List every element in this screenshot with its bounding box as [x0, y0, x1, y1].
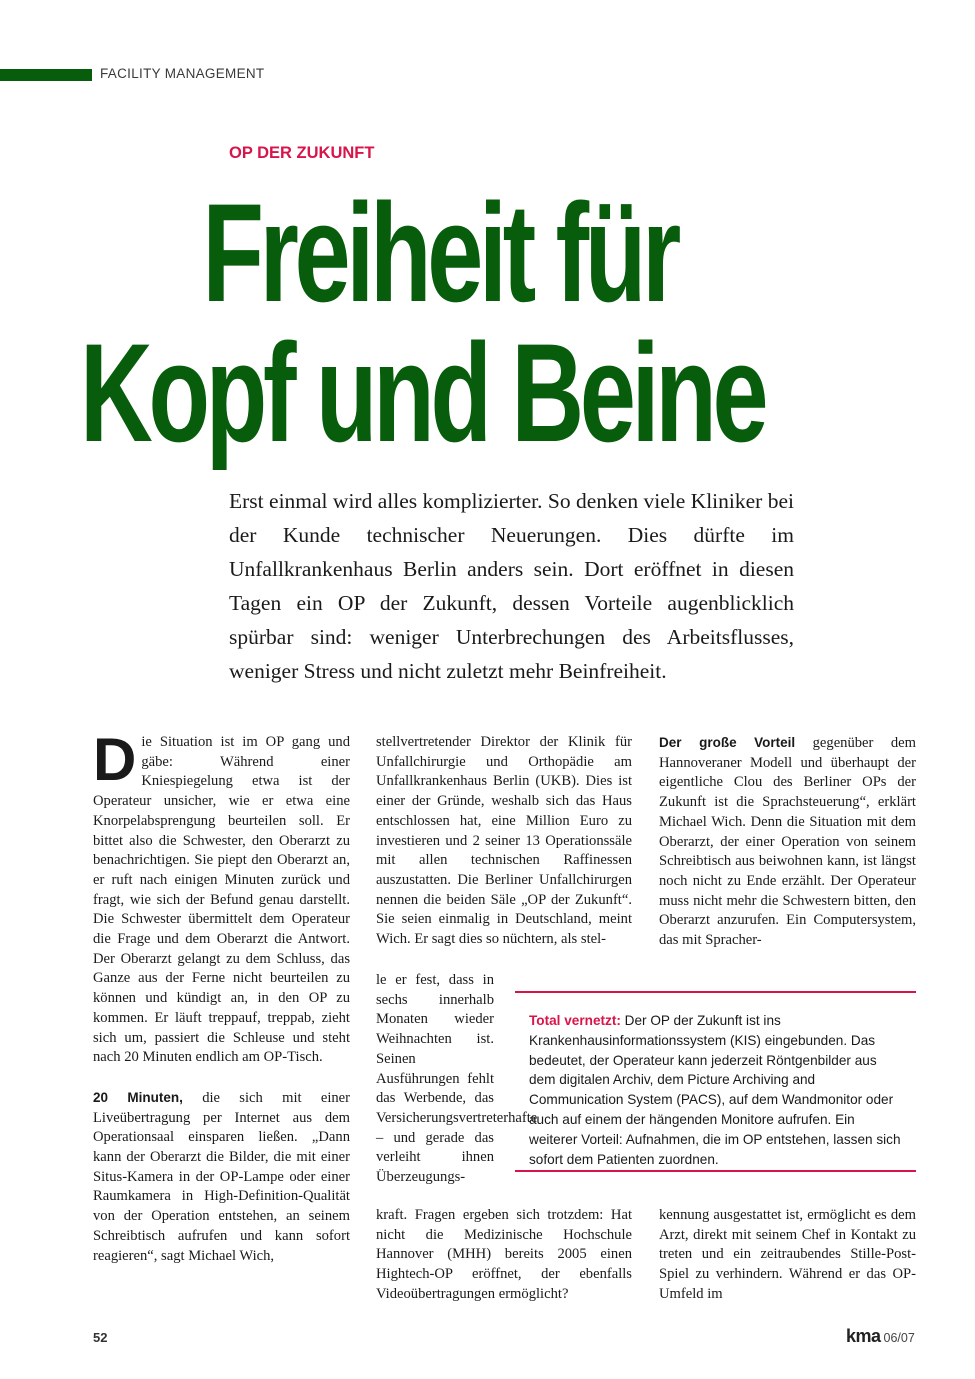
paragraph-text: kraft. Fragen ergeben sich trotzdem: Hat nicht die Medizinische Hochschule Hannover (MHH) bereits 2005 einen Hightech-OP eröffnet, der ebenfalls Videoübertragungen ermöglicht? — [376, 1207, 632, 1302]
headline-line-2: Kopf und Beine — [80, 314, 765, 471]
run-in-heading: 20 Minuten, — [93, 1089, 183, 1105]
info-box-text — [529, 1011, 901, 1169]
body-paragraph-3 — [659, 733, 916, 951]
body-paragraph-1 — [93, 726, 350, 1068]
section-color-bar — [0, 69, 92, 81]
info-box — [515, 991, 916, 1172]
info-box-body: Der OP der Zukunft ist ins Krankenhausinformationssystem (KIS) eingebunden. Das bedeutet, der Operateur kann jederzeit Röntgenbilder aus dem digitalen Archiv, dem Picture Archiving and Communication System (PACS), auf dem Wandmonitor oder auch auf einem der hängenden Monitore aufrufen. Ein weiterer Vorteil: Aufnahmen, die im OP entstehen, lassen sich sofort dem Patienten zuordnen. — [529, 1013, 901, 1167]
body-paragraph-2 — [93, 1088, 350, 1266]
drop-cap: D — [93, 726, 137, 793]
body-column-2-bottom — [376, 1206, 632, 1305]
headline-line-1: Freiheit für — [202, 174, 678, 331]
paragraph-text: ie Situation ist im OP gang und gäbe: Während einer Kniespiegelung etwa ist der Operateur unsicher, wie er etwa eine Knorpelabsprengung beurteilen soll. Er bittet also die Schwester, den Oberarzt zu benachrichtigen. Sie piept den Oberarzt an, er ruft nach einigen Minuten zurück und fragt, wie sich der Befund genau darstellt. Die Schwester übermittelt dem Operateur die Frage und dem Oberarzt die Antwort. Der Oberarzt gelangt zu dem Schluss, das Ganze aus der Ferne nicht beurteilen zu können und kündigt an, in den OP zu kommen. Er läuft treppauf, treppab, zieht sich um, passiert die Schleuse und steht nach 20 Minuten endlich am OP-Tisch. — [93, 734, 350, 1066]
issue-number: 06/07 — [883, 1331, 915, 1345]
article-headline — [80, 174, 765, 471]
magazine-logo: kma — [846, 1326, 881, 1346]
footer-brand — [846, 1326, 915, 1347]
paragraph-text: die sich mit einer Liveübertragung per Internet aus dem Operationsaal einsparen ließen. „Dann kann der Oberarzt die Bilder, die mit einer Situs-Kamera in der OP-Lampe oder einer Raumkamera in High-Definition-Qualität von der Operation entstehen, an seinem Schreibtisch aufrufen und kann sofort reagieren“, sagt Michael Wich, — [93, 1089, 351, 1264]
section-label: FACILITY MANAGEMENT — [100, 66, 265, 81]
body-column-2-top — [376, 733, 632, 950]
paragraph-text: stellvertretender Direktor der Klinik für Unfallchirurgie und Orthopädie am Unfallkrankenhaus Berlin (UKB). Dies ist einer der Gründe, weshalb sich das Haus entschlossen hat, eine Million Euro zu investieren und 2 seiner 13 Operationssäle mit allen technischen Raffinessen auszustatten. Die Berliner Unfallchirurgen nennen die beiden Säle „OP der Zukunft“. Sie seien einmalig in Deutschland, meint Wich. Er sagt dies so nüchtern, als stel- — [376, 734, 632, 948]
page-number: 52 — [93, 1330, 108, 1345]
paragraph-text: gegenüber dem Hannoveraner Modell und überhaupt der eigentliche Clou des Berliner OPs der Zukunft ist die Sprachsteuerung“, erklärt Michael Wich. Denn die Situation mit dem Oberarzt, der einer Operation von seinem Schreibtisch aus beiwohnen kann, ist längst noch nicht zu Ende erzählt. Der Operateur muss nicht mehr die Schwestern bitten, den Oberarzt anzurufen. Ein Computersystem, das mit Spracher- — [659, 735, 916, 949]
article-kicker: OP DER ZUKUNFT — [229, 144, 375, 162]
body-column-3-top — [659, 733, 916, 951]
body-column-3-bottom — [659, 1206, 916, 1305]
body-column-2-narrow — [376, 971, 538, 1188]
run-in-heading: Der große Vorteil — [659, 735, 796, 750]
article-lead: Erst einmal wird alles komplizierter. So denken viele Kliniker bei der Kunde technischer Neuerungen. Dies dürfte im Unfallkrankenhaus Berlin anders sein. Dort eröffnet in diesen Tagen ein OP der Zukunft, dessen Vorteile augenblicklich spürbar sind: weniger Unterbrechungen des Arbeitsflusses, weniger Stress und nicht zuletzt mehr Beinfreiheit. — [229, 489, 794, 683]
info-box-lead: Total vernetzt: — [529, 1013, 621, 1028]
body-column-1 — [93, 726, 351, 1266]
paragraph-text: kennung ausgestattet ist, ermöglicht es dem Arzt, direkt mit seinem Chef in Kontakt zu treten und ein zeitraubendes Stille-Post-Spiel zu verhindern. Während er das OP-Umfeld im — [659, 1207, 916, 1302]
paragraph-text: le er fest, dass in sechs innerhalb Monaten wieder Weihnachten ist. Seinen Ausführungen fehlt das Werbende, das Versicherungsvertreterhafte – und gerade das verleiht ihnen Überzeugungs- — [376, 972, 538, 1186]
